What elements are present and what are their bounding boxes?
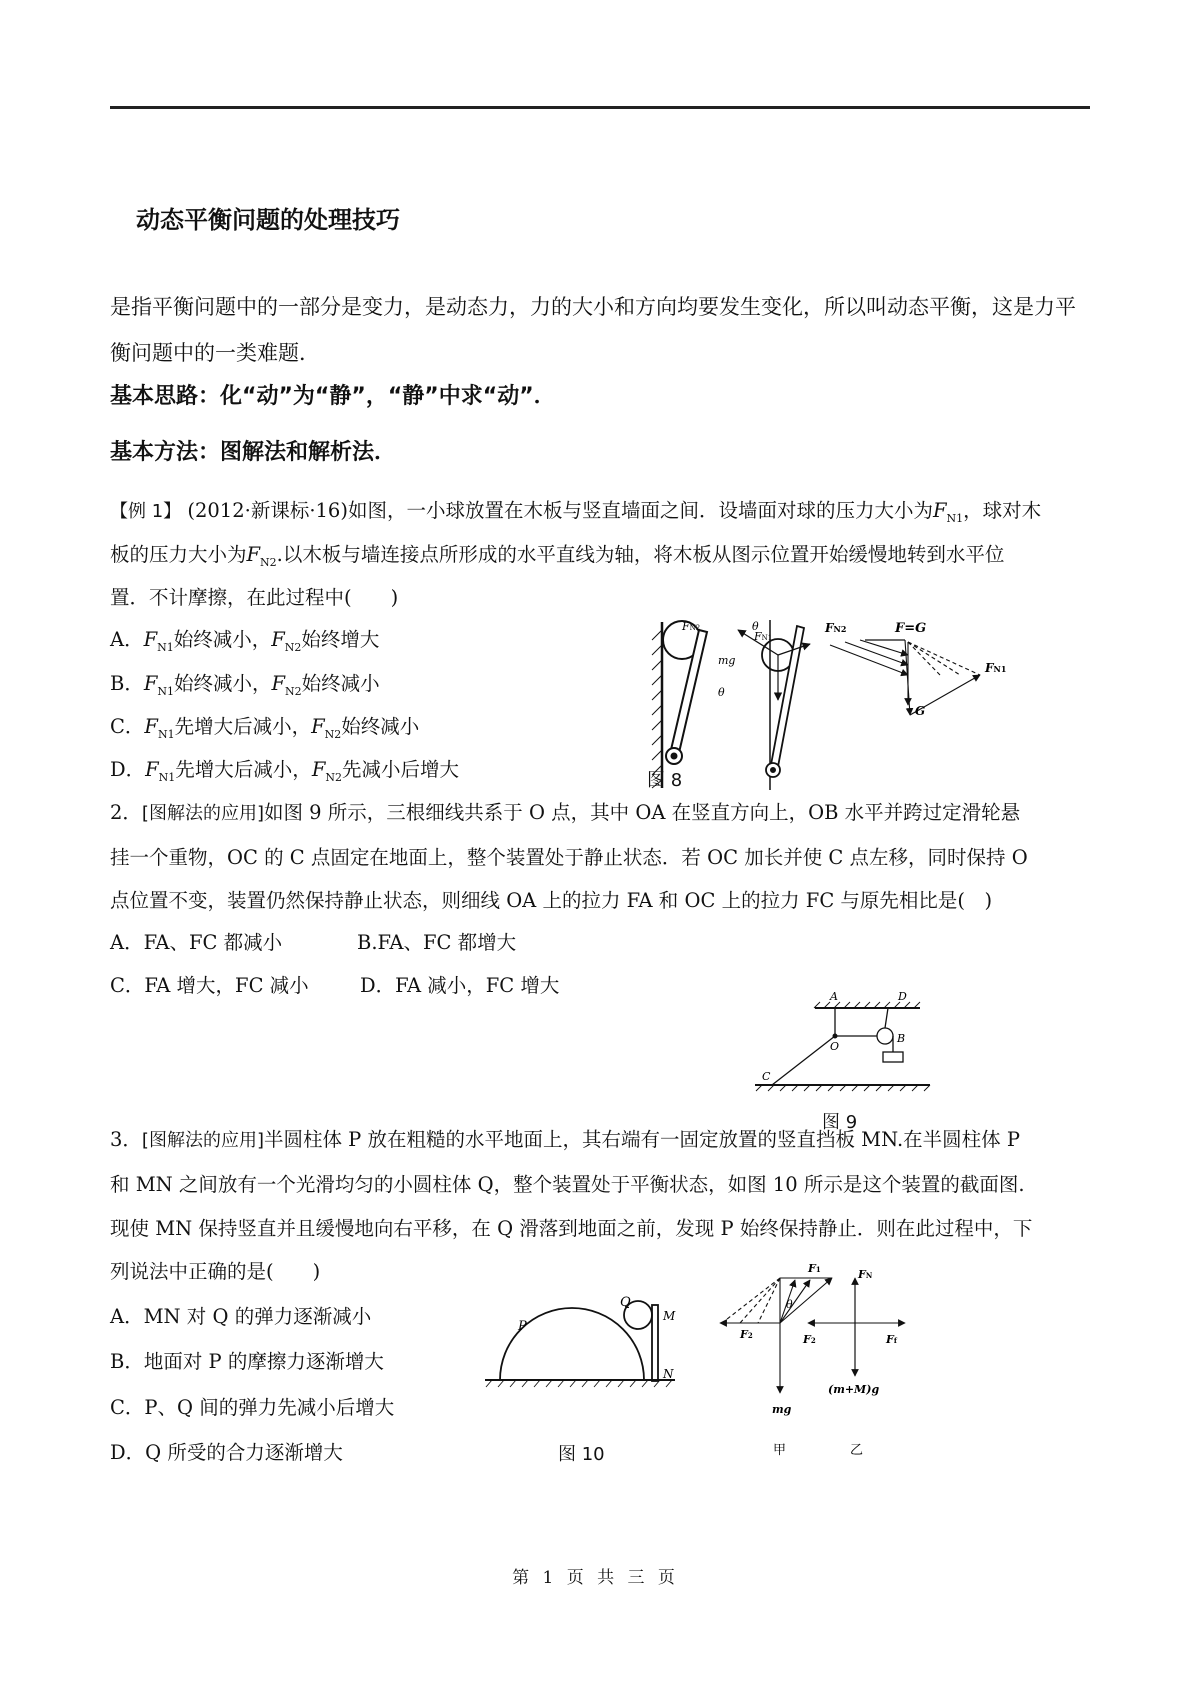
fig8-label-theta: θ bbox=[752, 620, 759, 633]
fig8-label-f-eq-g: F=G bbox=[895, 621, 927, 636]
q2-option-d[interactable]: D．FA 减小，FC 增大 bbox=[360, 974, 560, 997]
force-diagram-yi bbox=[808, 1278, 905, 1376]
fig10-label-q: Q bbox=[620, 1295, 631, 1310]
header-rule bbox=[110, 106, 1090, 109]
q1-option-d[interactable]: D．$F_{N1}$先增大后减小，$F_{N2}$先减小后增大 bbox=[110, 758, 459, 784]
figure-10 bbox=[480, 1260, 680, 1395]
q2-line-2: 挂一个重物，OC 的 C 点固定在地面上，整个装置处于静止状态．若 OC 加长并使 C 点左移，同时保持 O bbox=[110, 846, 1028, 869]
q2-option-b[interactable]: B.FA、FC 都增大 bbox=[357, 931, 517, 954]
jia-label-theta: θ bbox=[786, 1298, 793, 1311]
yi-label-f2: F2 bbox=[803, 1333, 816, 1346]
fig10-caption: 图 10 bbox=[558, 1444, 605, 1465]
figure-10-force-diagrams bbox=[700, 1258, 1030, 1488]
jia-label-f1: F1 bbox=[808, 1262, 821, 1275]
fig8-caption: 图 8 bbox=[647, 770, 683, 791]
fig8-label-g: G bbox=[915, 704, 926, 718]
fig8-label-mg: mg bbox=[718, 654, 736, 667]
intro-line-1: 是指平衡问题中的一部分是变力，是动态力，力的大小和方向均要发生变化，所以叫动态平衡，这是力平 bbox=[110, 295, 1076, 319]
fig8-label-theta-2: θ bbox=[718, 686, 725, 699]
fig9-caption: 图 9 bbox=[822, 1112, 858, 1133]
jia-label-mg: mg bbox=[772, 1403, 792, 1416]
intro-line-2: 衡问题中的一类难题． bbox=[110, 341, 320, 365]
q3-line-4: 列说法中正确的是( ) bbox=[110, 1260, 321, 1283]
figure-9 bbox=[750, 990, 940, 1095]
jia-label: 甲 bbox=[773, 1443, 787, 1458]
q3-line-1: 3．[图解法的应用]半圆柱体 P 放在粗糙的水平地面上，其右端有一固定放置的竖直挡板 MN.在半圆柱体 P bbox=[110, 1128, 1020, 1151]
fig9-label-d: D bbox=[898, 990, 907, 1003]
fig10-label-n: N bbox=[663, 1367, 674, 1381]
fig10-label-m: M bbox=[663, 1309, 676, 1323]
fig9-label-b: B bbox=[897, 1032, 906, 1045]
fig8-label-fn2: FN2 bbox=[682, 620, 701, 633]
fig10-label-p: P bbox=[518, 1319, 527, 1334]
q3-line-3: 现使 MN 保持竖直并且缓慢地向右平移，在 Q 滑落到地面之前，发现 P 始终保持静止．则在此过程中，下 bbox=[110, 1217, 1033, 1240]
fig8-force-diagram bbox=[738, 620, 810, 790]
fig8-label-fn1: FN1 bbox=[754, 630, 773, 643]
yi-label: 乙 bbox=[850, 1443, 864, 1458]
yi-label-mmg: (m+M)g bbox=[828, 1383, 880, 1396]
fig8-triangle-diagram bbox=[830, 640, 980, 715]
q1-option-a[interactable]: A．$F_{N1}$始终减小，$F_{N2}$始终增大 bbox=[110, 628, 380, 654]
q3-line-2: 和 MN 之间放有一个光滑均匀的小圆柱体 Q，整个装置处于平衡状态，如图 10 所示是这个装置的截面图. bbox=[110, 1173, 1025, 1196]
jia-label-f2: F2 bbox=[740, 1328, 753, 1341]
fig9-label-a: A bbox=[830, 990, 838, 1003]
fig9-label-o: O bbox=[830, 1040, 840, 1053]
q3-option-d[interactable]: D．Q 所受的合力逐渐增大 bbox=[110, 1441, 343, 1464]
q1-line-1: 【例 1】 (2012·新课标·16)如图，一小球放置在木板与竖直墙面之间．设墙面对球的压力大小为$F_{N1}$，球对木 bbox=[110, 499, 1042, 525]
fig8-label-fn2-b: FN2 bbox=[825, 621, 847, 635]
q2-line-3: 点位置不变，装置仍然保持静止状态，则细线 OA 上的拉力 FA 和 OC 上的拉力 FC 与原先相比是( ) bbox=[110, 889, 993, 912]
q1-line-2: 板的压力大小为$F_{N2}$.以木板与墙连接点所形成的水平直线为轴，将木板从图示位置开始缓慢地转到水平位 bbox=[110, 543, 1005, 569]
figure-8 bbox=[640, 620, 1100, 810]
fig8-label-fn1-b: FN1 bbox=[985, 661, 1007, 675]
q2-option-a[interactable]: A．FA、FC 都减小 bbox=[110, 931, 283, 954]
q1-option-b[interactable]: B．$F_{N1}$始终减小，$F_{N2}$始终减小 bbox=[110, 672, 380, 698]
q2-line-1: 2．[图解法的应用]如图 9 所示，三根细线共系于 O 点，其中 OA 在竖直方向上，OB 水平并跨过定滑轮悬 bbox=[110, 801, 1021, 824]
fig9-label-c: C bbox=[762, 1070, 771, 1083]
yi-label-ff: Ff bbox=[886, 1333, 897, 1346]
q3-option-c[interactable]: C．P、Q 间的弹力先减小后增大 bbox=[110, 1396, 395, 1419]
fig8-wall-diagram bbox=[652, 621, 707, 788]
yi-label-fn: FN bbox=[858, 1268, 873, 1281]
basic-method: 基本方法：图解法和解析法． bbox=[110, 440, 397, 465]
q3-option-a[interactable]: A．MN 对 Q 的弹力逐渐减小 bbox=[110, 1305, 372, 1328]
q1-line-3: 置．不计摩擦，在此过程中( ) bbox=[110, 586, 399, 609]
basic-idea: 基本思路：化“动”为“静”，“静”中求“动”． bbox=[110, 384, 556, 409]
page-title: 动态平衡问题的处理技巧 bbox=[136, 206, 400, 234]
page-footer: 第 1 页 共 三 页 bbox=[512, 1568, 679, 1588]
q3-option-b[interactable]: B．地面对 P 的摩擦力逐渐增大 bbox=[110, 1350, 384, 1373]
q1-option-c[interactable]: C．$F_{N1}$先增大后减小，$F_{N2}$始终减小 bbox=[110, 715, 420, 741]
q2-option-c[interactable]: C．FA 增大，FC 减小 bbox=[110, 974, 309, 997]
